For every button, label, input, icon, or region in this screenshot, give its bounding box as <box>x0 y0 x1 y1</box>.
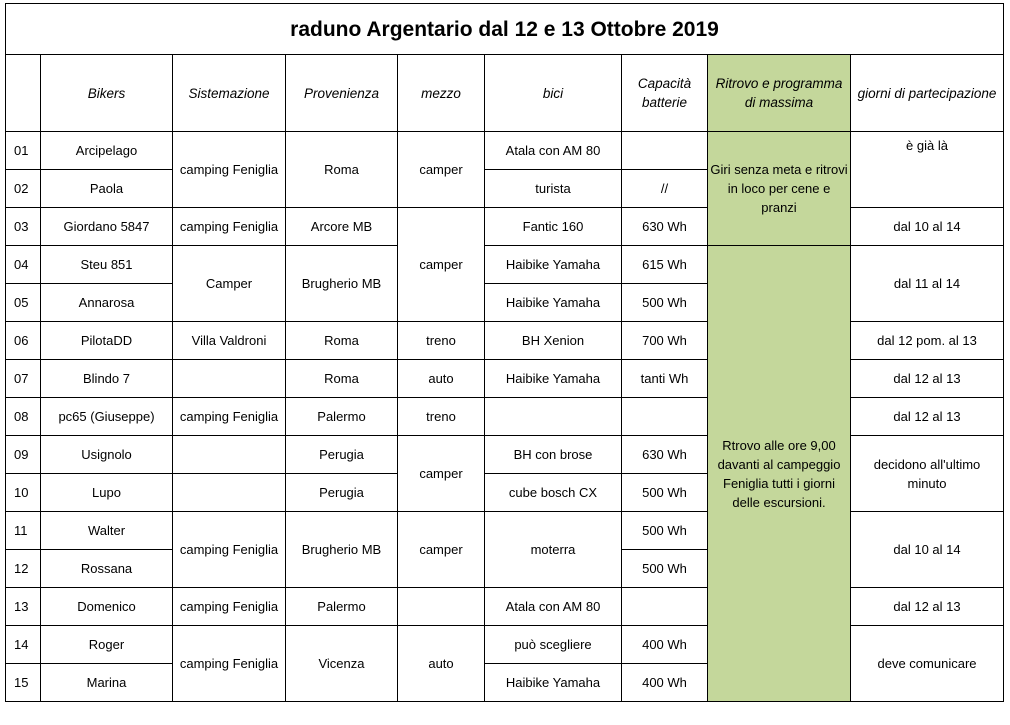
bici-cell[interactable]: BH con brose <box>485 436 622 474</box>
mezzo-cell[interactable]: camper <box>398 436 485 512</box>
header-bici[interactable]: bici <box>485 55 622 132</box>
capacita-cell[interactable]: 630 Wh <box>622 436 708 474</box>
table-row <box>6 626 1004 664</box>
provenienza-cell[interactable]: Arcore MB <box>286 208 398 246</box>
mezzo-cell[interactable]: camper <box>398 512 485 588</box>
mezzo-cell[interactable]: auto <box>398 360 485 398</box>
sistemazione-cell[interactable] <box>173 474 286 512</box>
capacita-cell[interactable]: 500 Wh <box>622 550 708 588</box>
bici-cell[interactable]: Atala con AM 80 <box>485 132 622 170</box>
capacita-cell[interactable]: 400 Wh <box>622 626 708 664</box>
bici-cell[interactable]: moterra <box>485 512 622 588</box>
sistemazione-cell[interactable]: camping Feniglia <box>173 132 286 208</box>
capacita-cell[interactable]: // <box>622 170 708 208</box>
capacita-cell[interactable]: 500 Wh <box>622 474 708 512</box>
capacita-cell[interactable] <box>622 132 708 170</box>
provenienza-cell[interactable]: Brugherio MB <box>286 246 398 322</box>
row-number-cell[interactable]: 06 <box>6 322 41 360</box>
biker-cell[interactable]: Usignolo <box>41 436 173 474</box>
row-number-cell[interactable]: 14 <box>6 626 41 664</box>
row-number-cell[interactable]: 01 <box>6 132 41 170</box>
table-row <box>6 588 1004 626</box>
capacita-cell[interactable]: 400 Wh <box>622 664 708 702</box>
table-row <box>6 132 1004 170</box>
provenienza-cell[interactable]: Palermo <box>286 398 398 436</box>
bici-cell[interactable]: cube bosch CX <box>485 474 622 512</box>
mezzo-cell[interactable]: treno <box>398 322 485 360</box>
provenienza-cell[interactable]: Perugia <box>286 436 398 474</box>
header-ritrovo[interactable]: Ritrovo e programma di massima <box>708 55 851 132</box>
bici-cell[interactable]: Haibike Yamaha <box>485 664 622 702</box>
bici-cell[interactable]: turista <box>485 170 622 208</box>
table-row <box>6 208 1004 246</box>
mezzo-cell[interactable] <box>398 588 485 626</box>
table-row <box>6 398 1004 436</box>
biker-cell[interactable]: Walter <box>41 512 173 550</box>
sistemazione-cell[interactable] <box>173 436 286 474</box>
row-number-cell[interactable]: 04 <box>6 246 41 284</box>
header-sistemazione[interactable]: Sistemazione <box>173 55 286 132</box>
provenienza-cell[interactable]: Roma <box>286 322 398 360</box>
giorni-cell[interactable]: dal 10 al 14 <box>851 512 1004 588</box>
row-number-cell[interactable]: 12 <box>6 550 41 588</box>
row-number-cell[interactable]: 02 <box>6 170 41 208</box>
biker-cell[interactable]: Domenico <box>41 588 173 626</box>
mezzo-cell[interactable]: camper <box>398 208 485 322</box>
sistemazione-cell[interactable]: camping Feniglia <box>173 398 286 436</box>
mezzo-cell[interactable]: treno <box>398 398 485 436</box>
header-provenienza[interactable]: Provenienza <box>286 55 398 132</box>
giorni-cell[interactable]: dal 12 al 13 <box>851 398 1004 436</box>
sistemazione-cell[interactable] <box>173 360 286 398</box>
row-number-cell[interactable]: 05 <box>6 284 41 322</box>
header-capacita[interactable]: Capacità batterie <box>622 55 708 132</box>
bici-cell[interactable]: Haibike Yamaha <box>485 246 622 284</box>
bici-cell[interactable]: può scegliere <box>485 626 622 664</box>
biker-cell[interactable]: Steu 851 <box>41 246 173 284</box>
biker-cell[interactable]: PilotaDD <box>41 322 173 360</box>
giorni-cell[interactable]: dal 11 al 14 <box>851 246 1004 322</box>
row-number-cell[interactable]: 11 <box>6 512 41 550</box>
bici-cell[interactable]: Haibike Yamaha <box>485 284 622 322</box>
participants-table <box>5 3 1004 702</box>
biker-cell[interactable]: Paola <box>41 170 173 208</box>
capacita-cell[interactable] <box>622 588 708 626</box>
provenienza-cell[interactable]: Roma <box>286 132 398 208</box>
mezzo-cell[interactable]: camper <box>398 132 485 208</box>
biker-cell[interactable]: Marina <box>41 664 173 702</box>
capacita-cell[interactable]: 615 Wh <box>622 246 708 284</box>
giorni-cell[interactable]: è già là <box>851 132 1004 208</box>
sistemazione-cell[interactable]: camping Feniglia <box>173 512 286 588</box>
header-row <box>6 55 1004 132</box>
row-number-cell[interactable]: 08 <box>6 398 41 436</box>
giorni-cell[interactable]: dal 10 al 14 <box>851 208 1004 246</box>
mezzo-cell[interactable]: auto <box>398 626 485 702</box>
sistemazione-cell[interactable]: camping Feniglia <box>173 588 286 626</box>
capacita-cell[interactable]: tanti Wh <box>622 360 708 398</box>
capacita-cell[interactable]: 700 Wh <box>622 322 708 360</box>
sistemazione-cell[interactable]: camping Feniglia <box>173 208 286 246</box>
ritrovo-cell[interactable]: Rtrovo alle ore 9,00 davanti al campeggio Feniglia tutti i giorni delle escursioni. <box>708 246 851 702</box>
sistemazione-cell[interactable]: Camper <box>173 246 286 322</box>
giorni-cell[interactable]: dal 12 pom. al 13 <box>851 322 1004 360</box>
sheet-title[interactable]: raduno Argentario dal 12 e 13 Ottobre 2019 <box>6 4 1004 55</box>
biker-cell[interactable]: Annarosa <box>41 284 173 322</box>
biker-cell[interactable]: Arcipelago <box>41 132 173 170</box>
giorni-cell[interactable]: dal 12 al 13 <box>851 588 1004 626</box>
capacita-cell[interactable]: 500 Wh <box>622 512 708 550</box>
provenienza-cell[interactable]: Vicenza <box>286 626 398 702</box>
header-giorni[interactable]: giorni di partecipazione <box>851 55 1004 132</box>
table-row <box>6 246 1004 284</box>
provenienza-cell[interactable]: Brugherio MB <box>286 512 398 588</box>
capacita-cell[interactable] <box>622 398 708 436</box>
biker-cell[interactable]: pc65 (Giuseppe) <box>41 398 173 436</box>
giorni-cell[interactable]: decidono all'ultimo minuto <box>851 436 1004 512</box>
row-number-cell[interactable]: 07 <box>6 360 41 398</box>
header-mezzo[interactable]: mezzo <box>398 55 485 132</box>
ritrovo-cell[interactable]: Giri senza meta e ritrovi in loco per cene e pranzi <box>708 132 851 246</box>
table-row <box>6 360 1004 398</box>
header-bikers[interactable]: Bikers <box>41 55 173 132</box>
sistemazione-cell[interactable]: camping Feniglia <box>173 626 286 702</box>
row-number-cell[interactable]: 10 <box>6 474 41 512</box>
bici-cell[interactable]: Atala con AM 80 <box>485 588 622 626</box>
row-number-cell[interactable]: 13 <box>6 588 41 626</box>
capacita-cell[interactable]: 500 Wh <box>622 284 708 322</box>
bici-cell[interactable]: Fantic 160 <box>485 208 622 246</box>
table-row <box>6 322 1004 360</box>
provenienza-cell[interactable]: Roma <box>286 360 398 398</box>
biker-cell[interactable]: Roger <box>41 626 173 664</box>
biker-cell[interactable]: Giordano 5847 <box>41 208 173 246</box>
row-number-cell[interactable]: 03 <box>6 208 41 246</box>
table-row <box>6 436 1004 474</box>
provenienza-cell[interactable]: Perugia <box>286 474 398 512</box>
provenienza-cell[interactable]: Palermo <box>286 588 398 626</box>
biker-cell[interactable]: Rossana <box>41 550 173 588</box>
giorni-cell[interactable]: deve comunicare <box>851 626 1004 702</box>
bici-cell[interactable]: BH Xenion <box>485 322 622 360</box>
capacita-cell[interactable]: 630 Wh <box>622 208 708 246</box>
spreadsheet <box>5 3 1003 702</box>
bici-cell[interactable]: Haibike Yamaha <box>485 360 622 398</box>
biker-cell[interactable]: Lupo <box>41 474 173 512</box>
header-num[interactable] <box>6 55 41 132</box>
sistemazione-cell[interactable]: Villa Valdroni <box>173 322 286 360</box>
bici-cell[interactable] <box>485 398 622 436</box>
row-number-cell[interactable]: 09 <box>6 436 41 474</box>
giorni-cell[interactable]: dal 12 al 13 <box>851 360 1004 398</box>
biker-cell[interactable]: Blindo 7 <box>41 360 173 398</box>
row-number-cell[interactable]: 15 <box>6 664 41 702</box>
table-row <box>6 512 1004 550</box>
